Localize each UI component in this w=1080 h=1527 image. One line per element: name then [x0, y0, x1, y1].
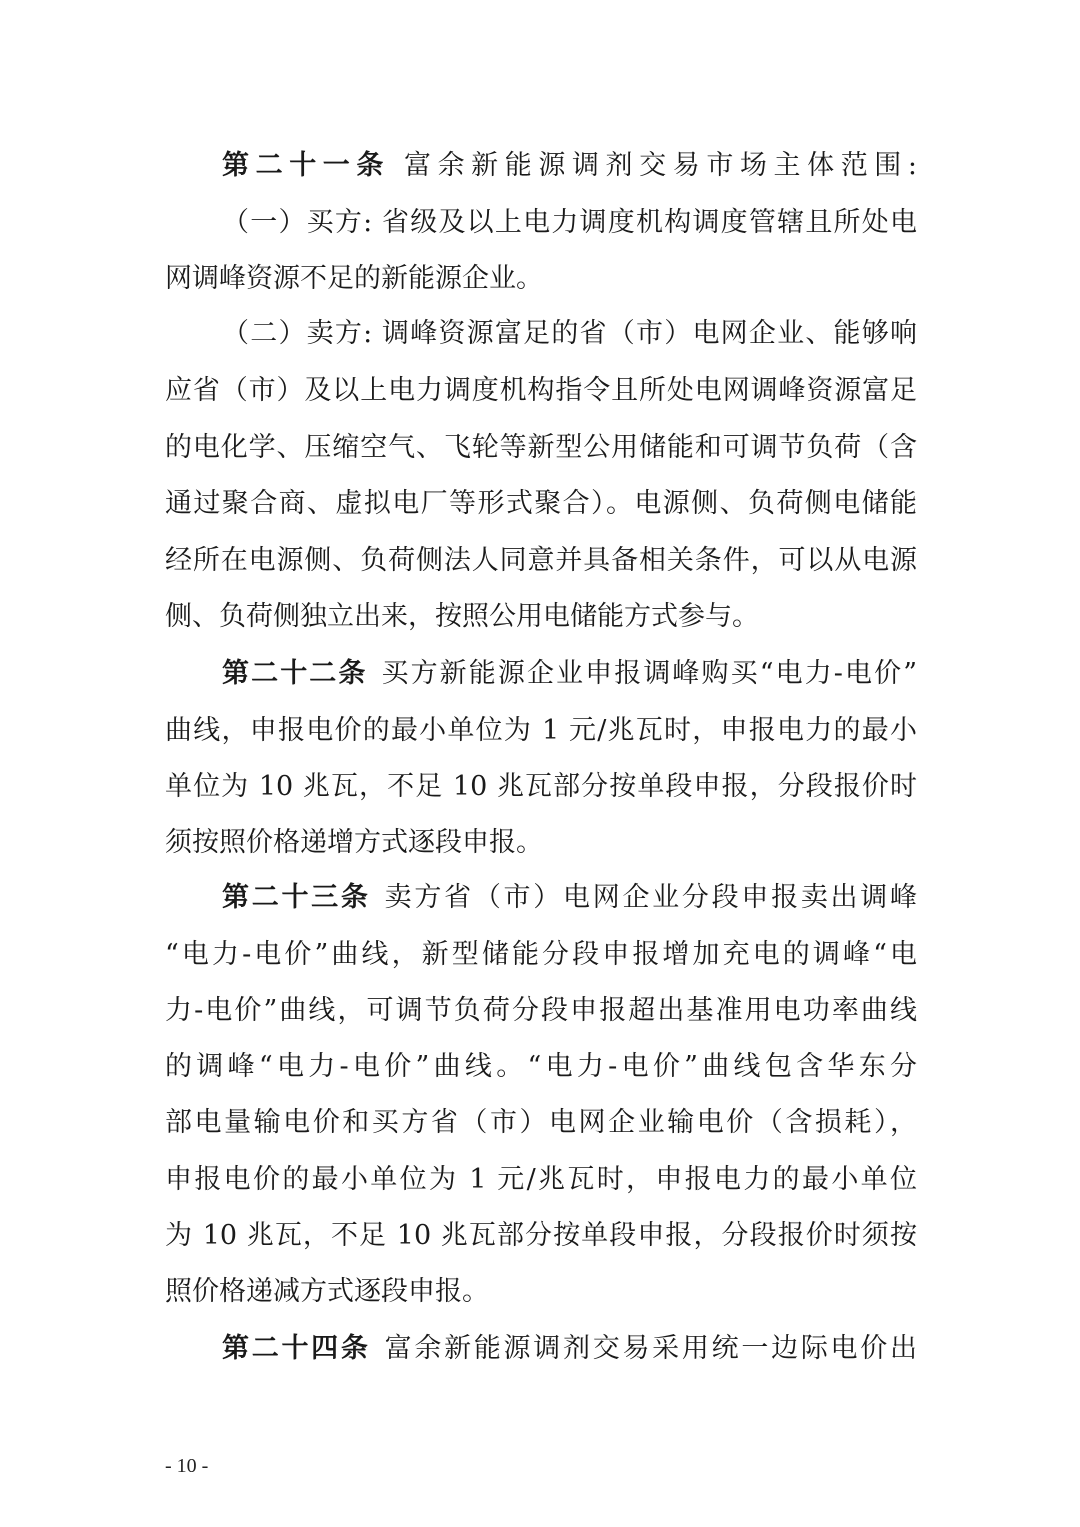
article23-line-3: 力-电价”曲线，可调节负荷分段申报超出基准用电功率曲线	[165, 995, 917, 1026]
article21-line-2: （一）买方: 省级及以上电力调度机构调度管辖且所处电	[222, 207, 917, 238]
article21-line-7: 通过聚合商、虚拟电厂等形式聚合）。电源侧、负荷侧电储能	[165, 488, 917, 519]
article24-heading: 第二十四条	[222, 1333, 371, 1364]
article22-line-4: 须按照价格递增方式逐段申报。	[165, 827, 543, 858]
article23-line-4: 的调峰“电力-电价”曲线。“电力-电价”曲线包含华东分	[165, 1051, 917, 1082]
article21-line-1	[222, 138, 917, 194]
article21-line-4: （二）卖方: 调峰资源富足的省（市）电网企业、能够响	[222, 318, 917, 349]
article23-line-5: 部电量输电价和买方省（市）电网企业输电价（含损耗），	[165, 1107, 917, 1138]
article23-text: 卖方省（市）电网企业分段申报卖出调峰	[384, 882, 918, 913]
article21-line-6: 的电化学、压缩空气、飞轮等新型公用储能和可调节负荷（含	[165, 432, 917, 463]
article23-line-6: 申报电价的最小单位为 1 元/兆瓦时，申报电力的最小单位	[165, 1164, 917, 1195]
article21-line-8: 经所在电源侧、负荷侧法人同意并具备相关条件，可以从电源	[165, 545, 917, 576]
article24-line-1	[222, 1321, 917, 1377]
article24-text: 富余新能源调剂交易采用统一边际电价出	[384, 1333, 918, 1364]
article21-line-5: 应省（市）及以上电力调度机构指令且所处电网调峰资源富足	[165, 375, 917, 406]
page-number: - 10 -	[165, 1455, 209, 1477]
article21-line-3: 网调峰资源不足的新能源企业。	[165, 263, 543, 294]
article22-line-3: 单位为 10 兆瓦，不足 10 兆瓦部分按单段申报，分段报价时	[165, 771, 917, 802]
article22-heading: 第二十二条	[222, 658, 368, 689]
article21-heading: 第二十一条	[222, 150, 390, 181]
article22-line-1	[222, 646, 917, 702]
article22-text: 买方新能源企业申报调峰购买“电力-电价”	[381, 658, 918, 689]
article23-line-8: 照价格递减方式逐段申报。	[165, 1276, 489, 1307]
article23-heading: 第二十三条	[222, 882, 371, 913]
article21-line-9: 侧、负荷侧独立出来，按照公用电储能方式参与。	[165, 601, 759, 632]
article21-text: 富余新能源调剂交易市场主体范围:	[403, 150, 917, 181]
article23-line-7: 为 10 兆瓦，不足 10 兆瓦部分按单段申报，分段报价时须按	[165, 1220, 917, 1251]
article22-line-2: 曲线，申报电价的最小单位为 1 元/兆瓦时，申报电力的最小	[165, 715, 917, 746]
article23-line-2: “电力-电价”曲线，新型储能分段申报增加充电的调峰“电	[165, 939, 917, 970]
article23-line-1	[222, 870, 917, 926]
